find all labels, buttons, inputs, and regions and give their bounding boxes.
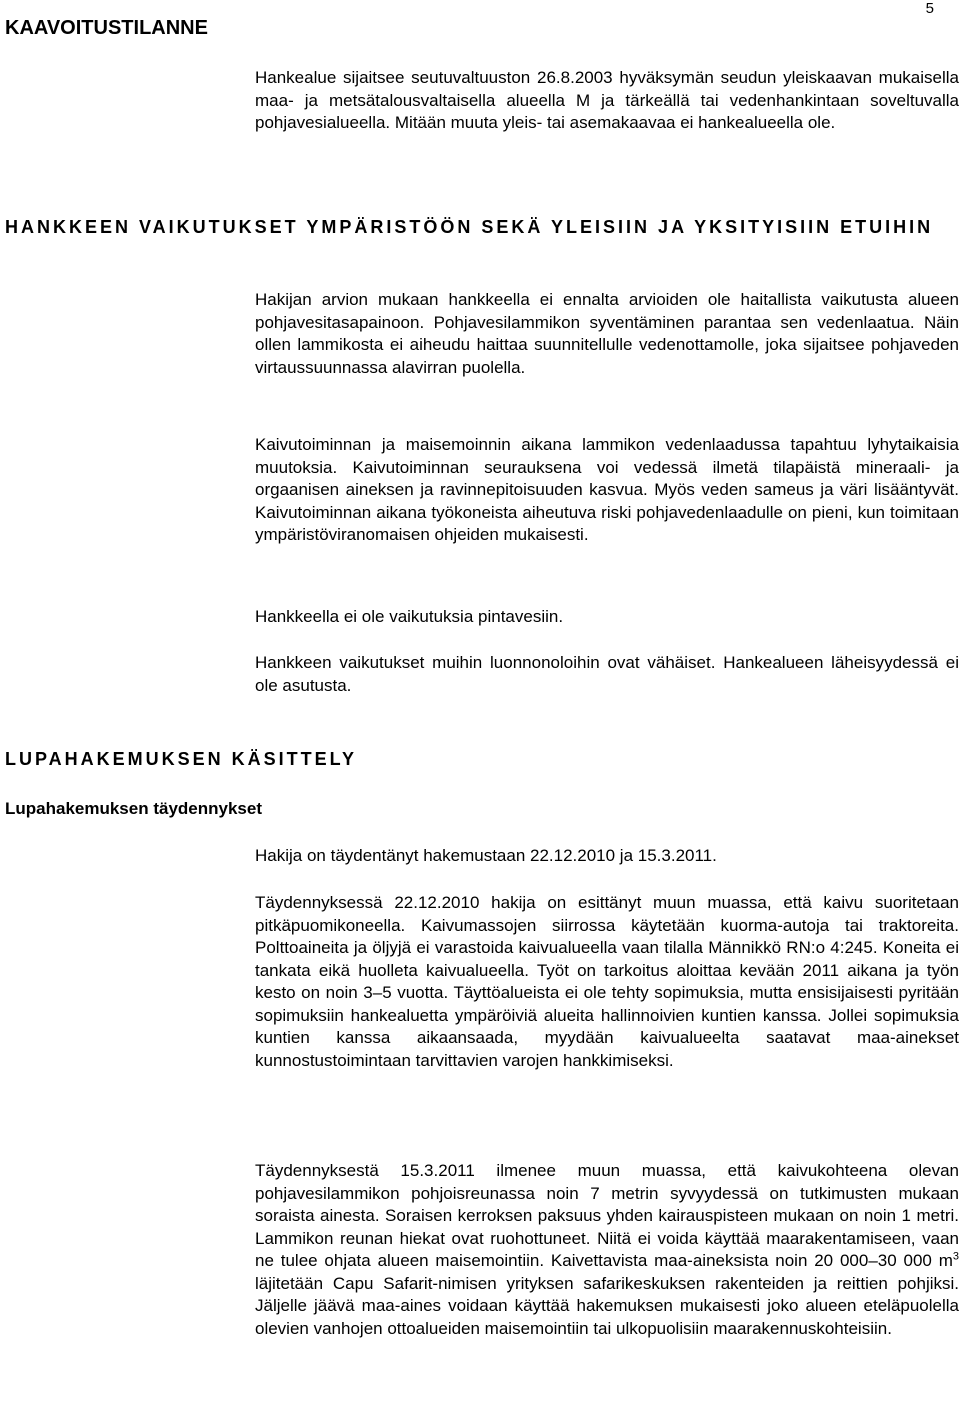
impacts-paragraph: Hankkeella ei ole vaikutuksia pintavesiin.: [255, 607, 564, 626]
processing-paragraph: Hakija on täydentänyt hakemustaan 22.12.2010 ja 15.3.2011.: [255, 846, 717, 865]
section-heading-processing: LUPAHAKEMUKSEN KÄSITTELY: [5, 749, 358, 769]
paragraph-text: läjitetään Capu Safarit-nimisen yrityksen safarikeskuksen rakenteiden ja reittien pohjiksi. Jäljelle jäävä maa-aines voidaan käyttää hakemuksen mukaisesti joko alueen eteläpuolella olevien vanhojen ottoalueiden maisemointiin tai ulkopuolisiin maarakennuskohteisiin.: [255, 1273, 959, 1338]
impacts-paragraph: Kaivutoiminnan ja maisemoinnin aikana lammikon vedenlaadussa tapahtuu lyhytaikaisia muutoksia. Kaivutoiminnan seurauksena voi vedessä ilmetä tilapäistä mineraali- ja orgaanisen aineksen ja ravinnepitoisuuden kasvua. Myös veden sameus ja väri lisääntyvät. Kaivutoiminnan aikana työkoneista aiheutuva riski pohjavedenlaadulle on pieni, kun toimitaan ympäristöviranomaisen ohjeiden mukaisesti.: [255, 435, 959, 544]
processing-paragraph-last: [255, 1160, 959, 1340]
paragraph-text: Täydennyksestä 15.3.2011 ilmenee muun muassa, että kaivukohteena olevan pohjavesilammikon pohjoisreunassa noin 7 metrin syvyydessä on tutkimusten mukaan soraista ainesta. Soraisen kerroksen paksuus yhden kairauspisteen mukaan on noin 1 metri. Lammikon reunan hiekat ovat ruohottuneet. Niitä ei voida käyttää maarakentamiseen, vaan ne tulee ohjata alueen maisemointiin. Kaivettavista maa-aineksista noin 20 000–30 000 m: [255, 1161, 959, 1270]
impacts-paragraph: Hakijan arvion mukaan hankkeella ei ennalta arvioiden ole haitallista vaikutusta alueen pohjavesitasapainoon. Pohjavesilammikon syventäminen parantaa sen vedenlaatua. Näin ollen lammikosta ei aiheudu haittaa suunnitellulle vedenottamolle, joka sijaitsee pohjaveden virtaussuunnassa alavirran puolella.: [255, 290, 959, 377]
section-title-zoning: KAAVOITUSTILANNE: [5, 17, 208, 39]
page-number: 5: [925, 0, 934, 17]
section-heading-impacts: HANKKEEN VAIKUTUKSET YMPÄRISTÖÖN SEKÄ YLEISIIN JA YKSITYISIIN ETUIHIN: [5, 217, 934, 237]
impacts-paragraph: Hankkeen vaikutukset muihin luonnonoloihin ovat vähäiset. Hankealueen läheisyydessä ei ole asutusta.: [255, 653, 959, 695]
superscript-exponent: 3: [952, 1250, 959, 1263]
zoning-paragraph: Hankealue sijaitsee seutuvaltuuston 26.8.2003 hyväksymän seudun yleiskaavan mukaisella maa- ja metsätalousvaltaisella alueella M ja tärkeällä tai vedenhankintaan soveltuvalla pohjavesialueella. Mitään muuta yleis- tai asemakaavaa ei hankealueella ole.: [255, 68, 959, 132]
subheading-supplements: Lupahakemuksen täydennykset: [5, 799, 262, 818]
processing-paragraph: Täydennyksessä 22.12.2010 hakija on esittänyt muun muassa, että kaivu suoritetaan pitkäpuomikoneella. Kaivumassojen siirrossa käytetään kuorma-autoja tai traktoreita. Polttoaineita ja öljyjä ei varastoida kaivualueella vaan tilalla Männikkö RN:o 4:245. Koneita ei tankata eikä huolleta kaivualueella. Työt on tarkoitus aloittaa kevään 2011 aikana ja työn kesto on noin 3–5 vuotta. Täyttöalueista ei ole tehty sopimuksia, mutta ensisijaisesti pyritään sopimuksiin hankealuetta ympäröiviä alueita hallinnoivien kuntien kanssa. Jollei sopimuksia kuntien kanssa aikaansaada, myydään kaivualueelta saatavat maa-ainekset kunnostustoimintaan tarvittavien varojen hankkimiseksi.: [255, 893, 959, 1070]
